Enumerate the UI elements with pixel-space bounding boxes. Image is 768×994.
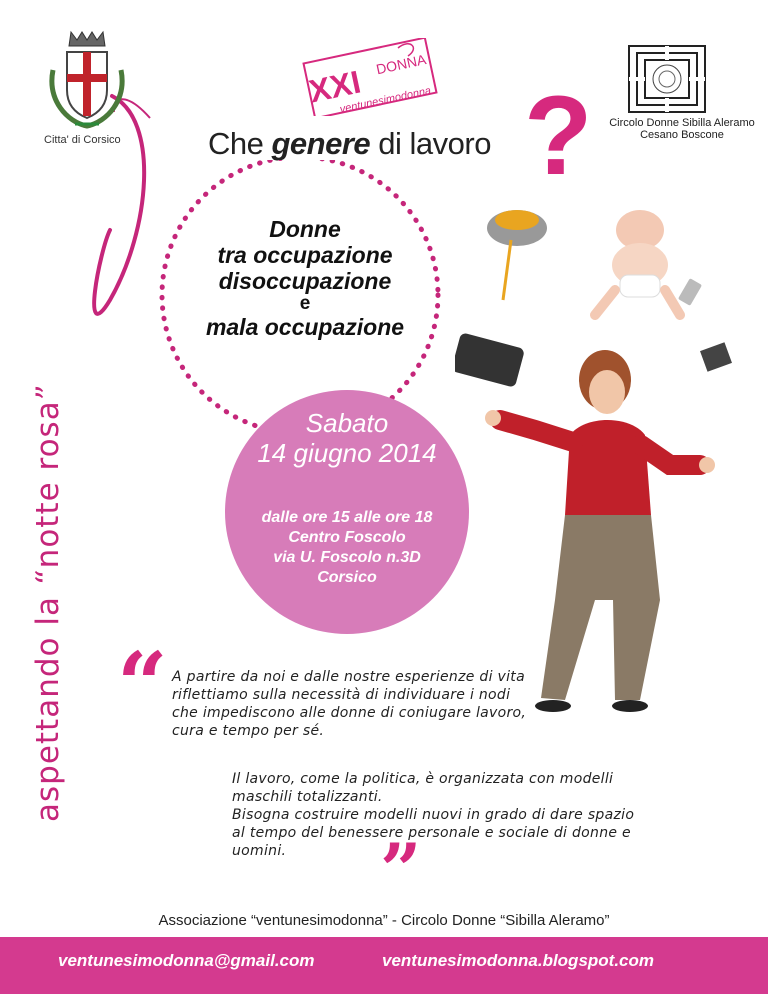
event-venue: Centro Foscolo: [288, 529, 406, 546]
association-line: Associazione “ventunesimodonna” - Circolo Donne “Sibilla Aleramo”: [158, 912, 610, 929]
event-date: 14 giugno 2014: [257, 438, 437, 468]
quote-paragraph-2: [232, 770, 752, 860]
logo-sub-text: ventunesimodonna: [338, 84, 433, 116]
org-right-name: [597, 117, 767, 141]
quote-p2-line: uomini.: [232, 843, 287, 859]
quote-p1-line: A partire da noi e dalle nostre esperienze di vita: [172, 669, 525, 685]
crest-label: Citta' di Corsico: [44, 134, 121, 146]
email-link[interactable]: ventunesimodonna@gmail.com: [58, 951, 315, 970]
title-pre: Che: [208, 126, 272, 161]
subtitle-line3: disoccupazione: [218, 268, 392, 294]
juggling-woman-illustration: [455, 180, 755, 740]
org-right-line1: Circolo Donne Sibilla Aleramo: [609, 117, 755, 129]
event-date-block: [225, 408, 469, 468]
quote-p1-line: cura e tempo per sé.: [172, 723, 325, 739]
subtitle-line1: Donne: [269, 216, 341, 242]
quote-p2-line: Il lavoro, come la politica, è organizzata con modelli: [232, 771, 614, 787]
corsico-crest-icon: [47, 30, 127, 130]
xxi-logo-text: XXI: [305, 63, 364, 110]
event-details: [225, 508, 469, 588]
title-emphasis: genere: [271, 126, 371, 161]
quote-p2-line: maschili totalizzanti.: [232, 789, 383, 805]
quote-p2-line: al tempo del benessere personale e sociale di donne e: [232, 825, 631, 841]
donna-logo-text: DONNA: [374, 51, 428, 78]
org-right-line2: Cesano Boscone: [640, 129, 724, 141]
title-post: di lavoro: [370, 126, 491, 161]
event-address: via U. Foscolo n.3D: [273, 549, 421, 566]
event-day: Sabato: [305, 408, 389, 438]
side-text-prefix: aspettando la: [30, 585, 66, 822]
quote-p2-line: Bisogna costruire modelli nuovi in grado di dare spazio: [232, 807, 635, 823]
quote-p1-line: riflettiamo sulla necessità di individuare i nodi: [172, 687, 511, 703]
close-quote-mark: ”: [380, 827, 422, 912]
xxi-donna-logo: [300, 38, 440, 116]
subtitle-line4: e: [299, 293, 311, 314]
open-quote-mark: “: [117, 632, 168, 736]
subtitle: [160, 216, 450, 340]
blog-link[interactable]: ventunesimodonna.blogspot.com: [382, 951, 655, 970]
event-city: Corsico: [317, 569, 377, 586]
subtitle-line2: tra occupazione: [217, 242, 393, 268]
side-text-highlight: notte rosa: [30, 400, 66, 569]
event-time: dalle ore 15 alle ore 18: [261, 509, 433, 526]
labyrinth-logo-icon: [627, 44, 707, 114]
quote-p1-line: che impediscono alle donne di coniugare lavoro,: [172, 705, 527, 721]
subtitle-line5: mala occupazione: [205, 314, 405, 340]
side-vertical-text: [30, 383, 66, 822]
question-mark: ?: [524, 73, 593, 198]
quote-paragraph-1: [172, 668, 632, 740]
side-text-close-quote: ”: [30, 383, 66, 401]
side-text-open-quote: “: [30, 568, 66, 586]
page-title: [208, 126, 491, 162]
